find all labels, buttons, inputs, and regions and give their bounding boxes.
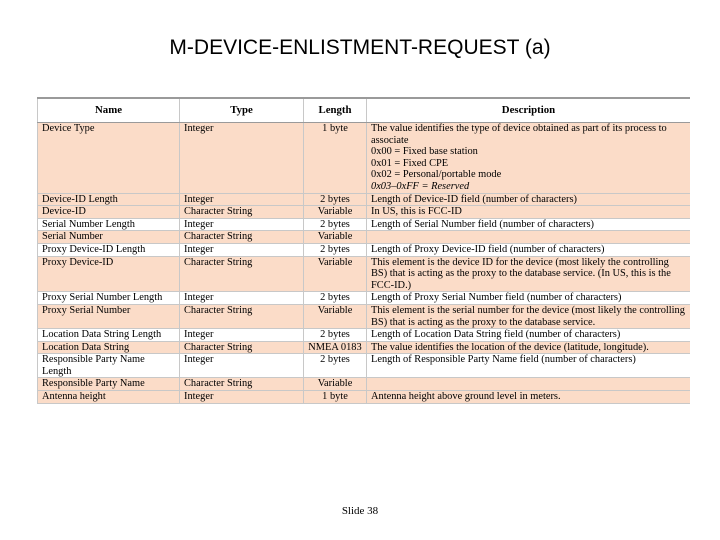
table-row: [38, 123, 691, 194]
cell-name: Antenna height: [38, 391, 180, 404]
cell-length: Variable: [304, 304, 367, 328]
cell-length: 2 bytes: [304, 218, 367, 231]
cell-description: [367, 123, 691, 194]
cell-description: [367, 243, 691, 256]
table-row: [38, 243, 691, 256]
table-body: [38, 123, 691, 404]
description-line: Length of Serial Number field (number of characters): [371, 218, 595, 230]
cell-name: Device-ID Length: [38, 193, 180, 206]
cell-name: Serial Number: [38, 231, 180, 244]
cell-length: 1 byte: [304, 123, 367, 194]
description-line: Length of Proxy Device-ID field (number of characters): [371, 243, 605, 255]
cell-length: Variable: [304, 231, 367, 244]
cell-description: [367, 256, 691, 292]
slide-title: M-DEVICE-ENLISTMENT-REQUEST (a): [169, 36, 551, 59]
table-row: [38, 354, 691, 378]
description-line: This element is the serial number for the device (most likely the controlling BS) that is acting as the proxy to the database service.: [371, 304, 685, 328]
cell-name: Responsible Party Name Length: [38, 354, 180, 378]
table-row: [38, 378, 691, 391]
table-header-row: [38, 98, 691, 123]
table-row: [38, 256, 691, 292]
cell-description: [367, 193, 691, 206]
description-line: 0x03–0xFF = Reserved: [371, 180, 470, 192]
header-description: Description: [367, 98, 691, 123]
cell-description: [367, 206, 691, 219]
cell-type: Integer: [180, 218, 304, 231]
cell-description: [367, 329, 691, 342]
header-name: Name: [38, 98, 180, 123]
cell-type: Integer: [180, 123, 304, 194]
description-line: The value identifies the location of the device (latitude, longitude).: [371, 341, 649, 353]
cell-name: Device Type: [38, 123, 180, 194]
cell-type: Character String: [180, 304, 304, 328]
cell-type: Character String: [180, 341, 304, 354]
enlistment-request-table: [37, 97, 690, 404]
header-length: Length: [304, 98, 367, 123]
cell-type: Character String: [180, 231, 304, 244]
description-line: Length of Device-ID field (number of characters): [371, 193, 577, 205]
enlistment-request-table-container: [37, 97, 690, 468]
description-line: This element is the device ID for the device (most likely the controlling BS) that is acting as the proxy to the database service. (In US, this is the FCC-ID.): [371, 256, 671, 291]
description-line: 0x02 = Personal/portable mode: [371, 169, 502, 181]
cell-description: [367, 292, 691, 305]
cell-name: Proxy Device-ID Length: [38, 243, 180, 256]
cell-length: 2 bytes: [304, 354, 367, 378]
cell-description: [367, 391, 691, 404]
table-row: [38, 329, 691, 342]
table-row: [38, 231, 691, 244]
cell-description: [367, 378, 691, 391]
cell-length: Variable: [304, 206, 367, 219]
cell-name: Responsible Party Name: [38, 378, 180, 391]
description-line: Length of Responsible Party Name field (number of characters): [371, 354, 636, 366]
slide-number: Slide 38: [341, 505, 379, 517]
table-row: [38, 292, 691, 305]
cell-type: Integer: [180, 292, 304, 305]
cell-description: [367, 341, 691, 354]
header-type: Type: [180, 98, 304, 123]
description-line: 0x01 = Fixed CPE: [371, 157, 449, 169]
description-line: In US, this is FCC-ID: [371, 206, 462, 218]
table-row: [38, 304, 691, 328]
cell-name: Location Data String: [38, 341, 180, 354]
table-row: [38, 341, 691, 354]
cell-description: [367, 354, 691, 378]
cell-type: Character String: [180, 206, 304, 219]
table-row: [38, 206, 691, 219]
cell-length: 2 bytes: [304, 193, 367, 206]
cell-length: 2 bytes: [304, 292, 367, 305]
cell-length: NMEA 0183: [304, 341, 367, 354]
cell-name: Proxy Serial Number: [38, 304, 180, 328]
cell-length: Variable: [304, 256, 367, 292]
cell-name: Device-ID: [38, 206, 180, 219]
cell-length: Variable: [304, 378, 367, 391]
description-line: Length of Proxy Serial Number field (number of characters): [371, 292, 622, 304]
cell-name: Serial Number Length: [38, 218, 180, 231]
table-row: [38, 391, 691, 404]
description-line: 0x00 = Fixed base station: [371, 146, 478, 158]
description-line: Antenna height above ground level in meters.: [371, 391, 561, 403]
cell-name: Proxy Device-ID: [38, 256, 180, 292]
cell-length: 2 bytes: [304, 243, 367, 256]
cell-name: Location Data String Length: [38, 329, 180, 342]
cell-type: Integer: [180, 354, 304, 378]
cell-length: 2 bytes: [304, 329, 367, 342]
cell-description: [367, 231, 691, 244]
description-line: The value identifies the type of device obtained as part of its process to associate: [371, 123, 667, 146]
table-row: [38, 218, 691, 231]
cell-description: [367, 304, 691, 328]
cell-length: 1 byte: [304, 391, 367, 404]
cell-type: Integer: [180, 243, 304, 256]
cell-description: [367, 218, 691, 231]
cell-type: Character String: [180, 378, 304, 391]
description-line: Length of Location Data String field (number of characters): [371, 329, 621, 341]
cell-type: Integer: [180, 329, 304, 342]
cell-type: Integer: [180, 391, 304, 404]
cell-type: Integer: [180, 193, 304, 206]
cell-type: Character String: [180, 256, 304, 292]
table-row: [38, 193, 691, 206]
cell-name: Proxy Serial Number Length: [38, 292, 180, 305]
